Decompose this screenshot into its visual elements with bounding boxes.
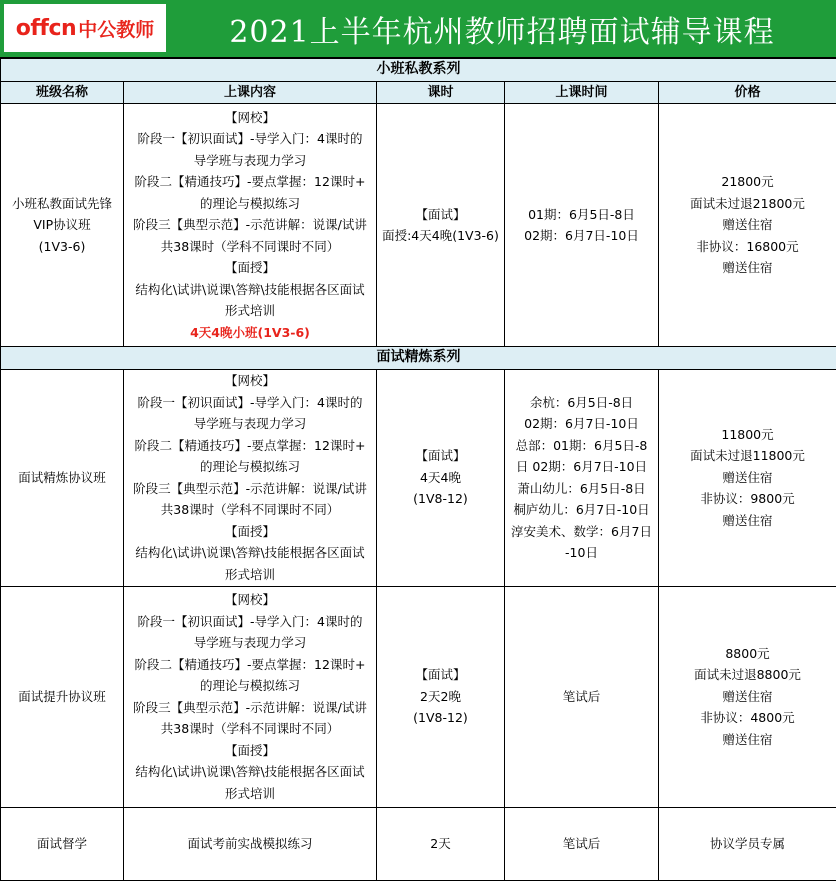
cell-line: 小班私教面试先锋 <box>11 195 112 211</box>
cell-line: 的理论与模拟练习 <box>199 195 300 211</box>
class-name-cell <box>1 586 124 807</box>
cell-line: 21800元 <box>721 174 774 190</box>
cell-line: 笔试后 <box>562 835 601 851</box>
cell-line: 结构化\试讲\说课\答辩\技能根据各区面试 <box>135 764 365 779</box>
cell-line: 面试未过退11800元 <box>690 448 805 464</box>
cell-line: 【面试】 <box>415 667 466 683</box>
cell-line: 非协议：4800元 <box>700 710 795 726</box>
cell-line: 共38课时（学科不同课时不同） <box>160 721 340 736</box>
cell-line: 日 02期：6月7日-10日 <box>515 459 648 474</box>
page-title: 2021上半年杭州教师招聘面试辅导课程 <box>229 15 775 50</box>
cell-line: 面试未过退8800元 <box>694 667 801 683</box>
cell-line: 阶段一【初识面试】-导学入门：4课时的 <box>137 131 363 147</box>
cell-line: 阶段三【典型示范】-示范讲解：说课/试讲 <box>133 699 367 715</box>
cell-line: 协议学员专属 <box>710 835 786 851</box>
cell-line: 赠送住宿 <box>722 217 773 233</box>
hours-cell <box>377 807 505 880</box>
cell-line: 结构化\试讲\说课\答辩\技能根据各区面试 <box>135 281 365 297</box>
cell-line: 形式培训 <box>224 303 275 319</box>
cell-line: 导学班与表现力学习 <box>193 635 307 650</box>
logo-offcn-text: offcn <box>15 15 77 41</box>
column-header-hours: 课时 <box>377 81 505 104</box>
cell-line: 导学班与表现力学习 <box>193 152 307 168</box>
cell-line: 面试提升协议班 <box>18 688 106 704</box>
cell-line: 2天 <box>430 835 451 851</box>
cell-line: 非协议：16800元 <box>696 238 799 254</box>
cell-line: 的理论与模拟练习 <box>199 459 300 474</box>
class-name-cell <box>1 807 124 880</box>
cell-line: 4天4晚 <box>420 469 461 485</box>
cell-line: 的理论与模拟练习 <box>199 678 300 693</box>
cell-line: 【面授】 <box>224 523 275 539</box>
highlight-text: 4天4晚小班(1V3-6) <box>190 324 310 340</box>
cell-line: 阶段三【典型示范】-示范讲解：说课/试讲 <box>133 217 367 233</box>
cell-line: 8800元 <box>725 645 770 661</box>
cell-line: 赠送住宿 <box>722 731 773 747</box>
cell-line: 形式培训 <box>224 566 275 582</box>
course-table <box>0 58 836 881</box>
table-row <box>1 369 836 586</box>
cell-line: (1V3-6) <box>38 238 86 254</box>
section-title: 面试精炼系列 <box>1 347 836 370</box>
cell-line: 阶段三【典型示范】-示范讲解：说课/试讲 <box>133 480 367 496</box>
cell-line: 赠送住宿 <box>722 512 773 528</box>
column-header-price: 价格 <box>659 81 836 104</box>
cell-line: 总部：01期：6月5日-8 <box>515 437 648 453</box>
cell-line: 2天2晚 <box>420 688 461 704</box>
cell-line: 萧山幼儿：6月5日-8日 <box>517 480 646 496</box>
cell-line: 【网校】 <box>224 373 275 388</box>
cell-line: 非协议：9800元 <box>700 491 795 507</box>
cell-line: VIP协议班 <box>33 217 91 233</box>
section-title: 小班私教系列 <box>1 59 836 82</box>
cell-line: 笔试后 <box>562 688 601 704</box>
cell-line: 【面试】 <box>415 206 466 222</box>
class-name-cell <box>1 369 124 586</box>
time-cell <box>505 369 659 586</box>
cell-line: 阶段二【精通技巧】-要点掌握：12课时+ <box>134 656 366 672</box>
price-cell <box>659 104 836 347</box>
cell-line: (1V8-12) <box>413 491 468 507</box>
cell-line: 赠送住宿 <box>722 688 773 704</box>
cell-line: 面试未过退21800元 <box>690 195 805 211</box>
content-cell <box>124 104 377 347</box>
price-cell <box>659 586 836 807</box>
cell-line: 【面授】 <box>224 742 275 758</box>
column-header-time: 上课时间 <box>505 81 659 104</box>
cell-line: 导学班与表现力学习 <box>193 416 307 431</box>
price-cell <box>659 807 836 880</box>
cell-line: 共38课时（学科不同课时不同） <box>160 238 340 254</box>
cell-line: 阶段二【精通技巧】-要点掌握：12课时+ <box>134 437 366 453</box>
section-header-row <box>1 59 836 82</box>
cell-line: 面授:4天4晚(1V3-6) <box>382 228 499 243</box>
cell-line: 11800元 <box>721 426 774 442</box>
content-cell <box>124 369 377 586</box>
cell-line: 赠送住宿 <box>722 469 773 485</box>
cell-line: 赠送住宿 <box>722 260 773 276</box>
cell-line: 结构化\试讲\说课\答辩\技能根据各区面试 <box>135 545 365 560</box>
cell-line: 02期：6月7日-10日 <box>524 228 639 243</box>
hours-cell <box>377 586 505 807</box>
time-cell <box>505 807 659 880</box>
section-header-row <box>1 347 836 370</box>
price-cell <box>659 369 836 586</box>
cell-line: 面试考前实战模拟练习 <box>187 835 313 851</box>
table-row <box>1 104 836 347</box>
cell-line: 【面授】 <box>224 260 275 276</box>
cell-line: 02期：6月7日-10日 <box>524 416 639 431</box>
column-header-content: 上课内容 <box>124 81 377 104</box>
table-row <box>1 586 836 807</box>
cell-line: 余杭：6月5日-8日 <box>529 394 634 410</box>
cell-line: 面试督学 <box>36 835 87 851</box>
logo-brand-text: 中公教师 <box>78 18 155 41</box>
cell-line: 阶段二【精通技巧】-要点掌握：12课时+ <box>134 174 366 190</box>
time-cell <box>505 104 659 347</box>
column-header-name: 班级名称 <box>1 81 124 104</box>
cell-line: 阶段一【初识面试】-导学入门：4课时的 <box>137 613 363 629</box>
content-cell <box>124 586 377 807</box>
cell-line: 桐庐幼儿：6月7日-10日 <box>513 502 650 517</box>
hours-cell <box>377 104 505 347</box>
content-cell <box>124 807 377 880</box>
cell-line: 面试精炼协议班 <box>18 469 106 485</box>
class-name-cell <box>1 104 124 347</box>
cell-line: 形式培训 <box>224 785 275 801</box>
cell-line: -10日 <box>565 545 598 560</box>
hours-cell <box>377 369 505 586</box>
cell-line: 淳安美术、数学：6月7日 <box>511 523 652 539</box>
cell-line: 【网校】 <box>224 592 275 607</box>
cell-line: 【网校】 <box>224 109 275 125</box>
cell-line: (1V8-12) <box>413 710 468 726</box>
title-banner <box>0 0 836 58</box>
cell-line: 【面试】 <box>415 448 466 464</box>
table-row <box>1 807 836 880</box>
time-cell <box>505 586 659 807</box>
column-header-row <box>1 81 836 104</box>
cell-line: 共38课时（学科不同课时不同） <box>160 502 340 517</box>
cell-line: 01期：6月5日-8日 <box>528 206 635 222</box>
offcn-logo <box>4 4 166 52</box>
cell-line: 阶段一【初识面试】-导学入门：4课时的 <box>137 394 363 410</box>
